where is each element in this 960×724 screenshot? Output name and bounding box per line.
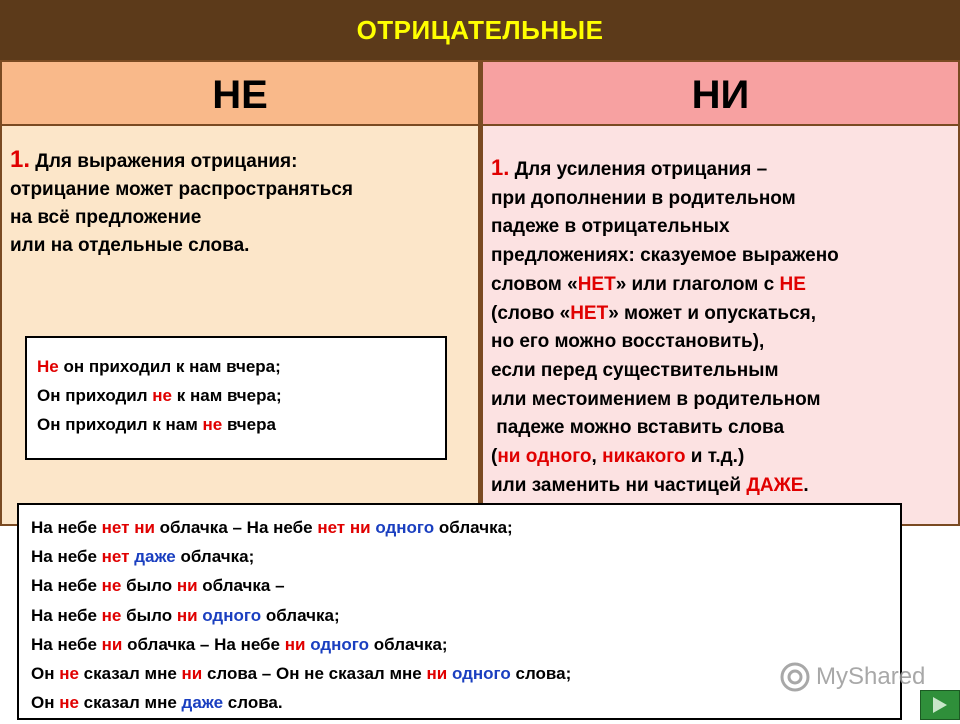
ni-rule-number: 1. xyxy=(491,155,510,180)
ne-example-line: Он приходил не к нам вчера; xyxy=(37,386,282,405)
page-title: ОТРИЦАТЕЛЬНЫЕ xyxy=(0,0,960,60)
example-sentence: Он не сказал мне даже слова. xyxy=(31,693,283,713)
ne-rule-line: Для выражения отрицания: xyxy=(35,151,298,172)
example-sentence: На небе нет ни облачка – На небе нет ни одного облачка; xyxy=(31,518,513,537)
ne-rule-line: отрицание может распространяться xyxy=(10,179,353,200)
example-sentence: На небе нет даже облачка; xyxy=(31,547,255,567)
example-sentence: Он не сказал мне ни слова – Он не сказал мне ни одного слова; xyxy=(31,664,572,684)
bottom-examples-box xyxy=(17,503,902,720)
watermark-text: MyShared xyxy=(816,663,926,690)
ne-example-line: Он приходил к нам не вчера xyxy=(37,415,276,434)
ne-rule-number: 1. xyxy=(10,146,31,173)
column-header-ni: НИ xyxy=(480,60,960,126)
ne-rule-line: или на отдельные слова. xyxy=(10,235,250,256)
watermark-logo xyxy=(780,659,925,695)
arrow-icon xyxy=(921,691,959,719)
next-slide-button[interactable] xyxy=(920,690,960,720)
ne-rule-line: на всё предложение xyxy=(10,207,202,228)
ne-example-line: Не он приходил к нам вчера; xyxy=(37,357,281,376)
column-header-ne: НЕ xyxy=(0,60,480,126)
example-sentence: На небе не было ни одного облачка; xyxy=(31,605,340,625)
ne-examples-box xyxy=(25,336,447,460)
ni-rule: 1. Для усиления отрицания – при дополнении в родительном падеже в отрицательных предложениях: сказуемое выражено словом «НЕТ» или глаголом с НЕ (слово «НЕТ» может и опускаться, но его можно восстановить), если перед существительным или местоимением в родительном падеже можно вставить слова (ни одного, никакого и т.д.) или заменить ни частицей ДАЖЕ. xyxy=(491,155,839,496)
ne-rule xyxy=(10,146,353,260)
example-sentence: На небе ни облачка – На небе ни одного облачка; xyxy=(31,634,448,654)
watermark-icon xyxy=(780,662,810,692)
example-sentence: На небе не было ни облачка – xyxy=(31,576,285,596)
